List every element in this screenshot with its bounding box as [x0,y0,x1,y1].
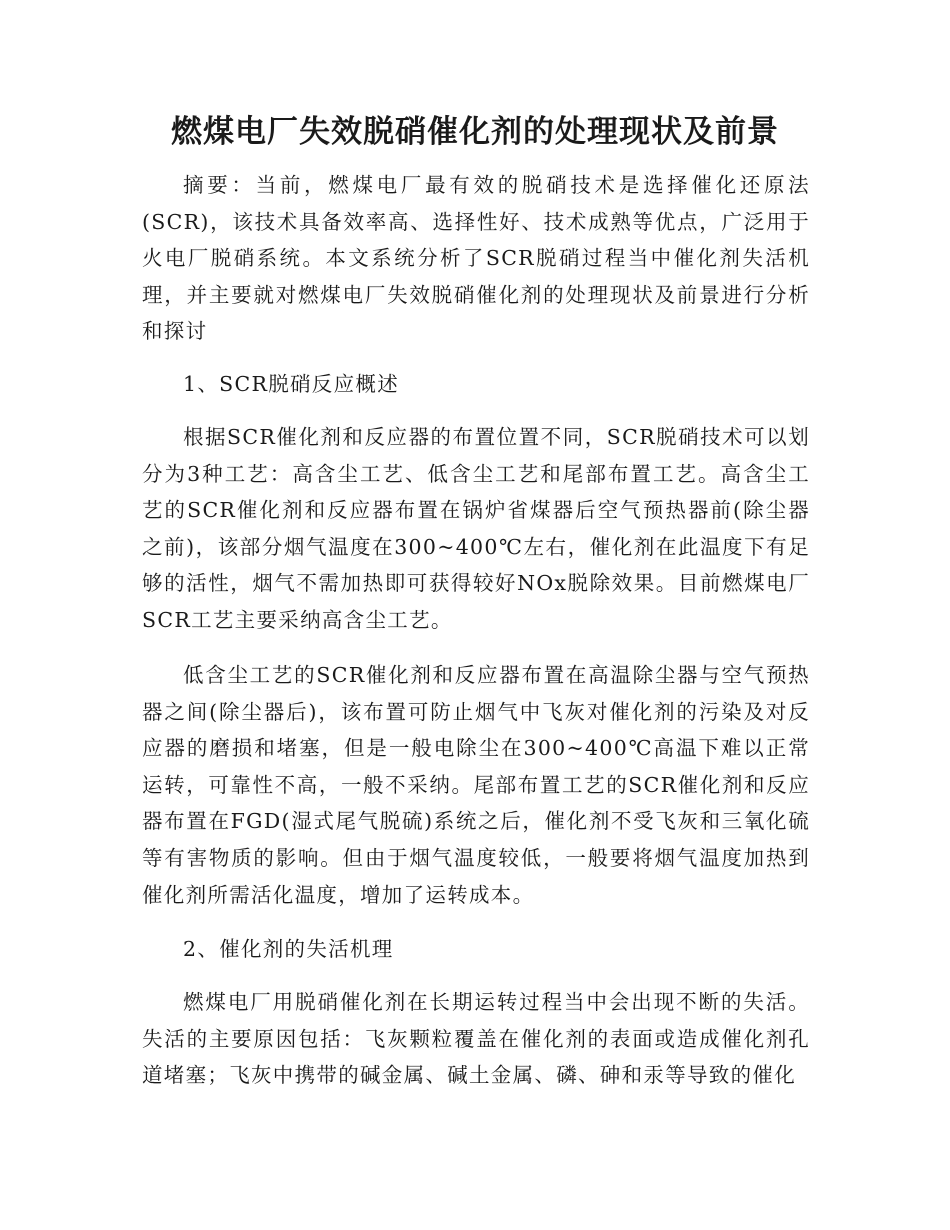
section-2-paragraph-1: 燃煤电厂用脱硝催化剂在长期运转过程当中会出现不断的失活。失活的主要原因包括：飞灰颗粒覆盖在催化剂的表面或造成催化剂孔道堵塞；飞灰中携带的碱金属、碱土金属、磷、砷和汞等导致的催化 [142,990,810,1088]
section-2-heading: 2、催化剂的失活机理 [183,937,394,961]
section-1-paragraph-1: 根据SCR催化剂和反应器的布置位置不同，SCR脱硝技术可以划分为3种工艺：高含尘工艺、低含尘工艺和尾部布置工艺。高含尘工艺的SCR催化剂和反应器布置在锅炉省煤器后空气预热器前(除尘器之前)，该部分烟气温度在300~400℃左右，催化剂在此温度下有足够的活性，烟气不需加热即可获得较好NOx脱除效果。目前燃煤电厂SCR工艺主要采纳高含尘工艺。 [142,425,810,632]
section-1-paragraph-2: 低含尘工艺的SCR催化剂和反应器布置在高温除尘器与空气预热器之间(除尘器后)，该布置可防止烟气中飞灰对催化剂的污染及对反应器的磨损和堵塞，但是一般电除尘在300~400℃高温下难以正常运转，可靠性不高，一般不采纳。尾部布置工艺的SCR催化剂和反应器布置在FGD(湿式尾气脱硫)系统之后，催化剂不受飞灰和三氧化硫等有害物质的影响。但由于烟气温度较低，一般要将烟气温度加热到催化剂所需活化温度，增加了运转成本。 [142,663,810,907]
abstract-paragraph: 摘要：当前，燃煤电厂最有效的脱硝技术是选择催化还原法(SCR)，该技术具备效率高、选择性好、技术成熟等优点，广泛用于火电厂脱硝系统。本文系统分析了SCR脱硝过程当中催化剂失活机理，并主要就对燃煤电厂失效脱硝催化剂的处理现状及前景进行分析和探讨 [142,173,810,344]
document-title: 燃煤电厂失效脱硝催化剂的处理现状及前景 [171,114,779,150]
section-1-heading: 1、SCR脱硝反应概述 [183,372,400,396]
